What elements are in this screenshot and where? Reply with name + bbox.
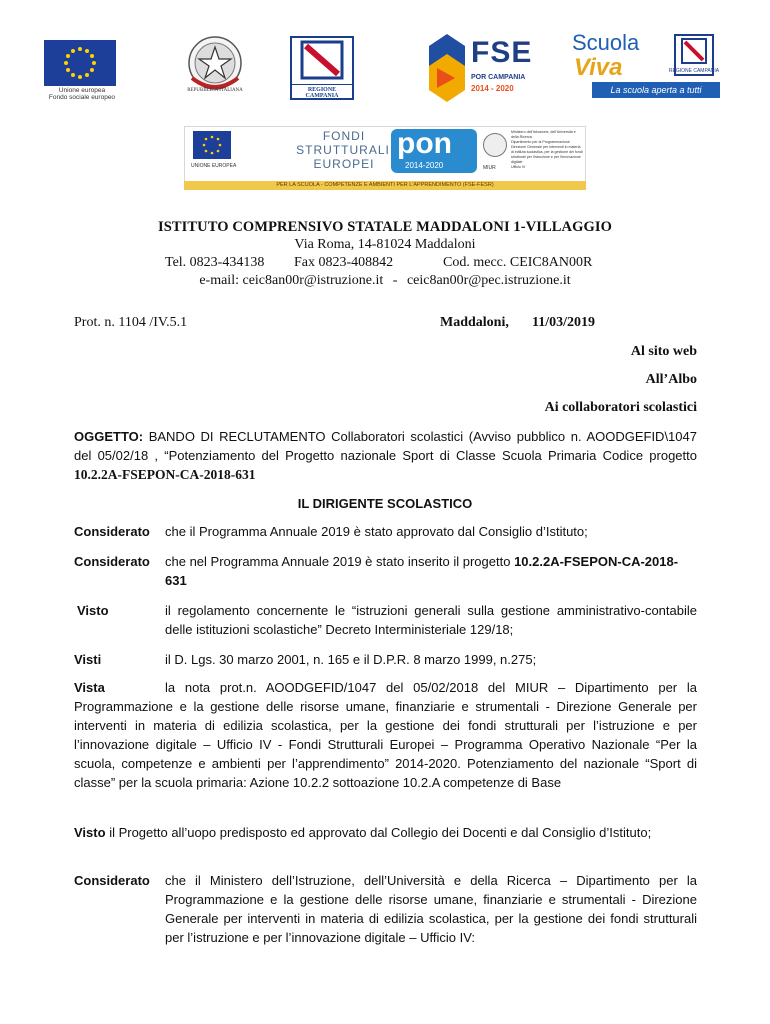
protocol-number: Prot. n. 1104 /IV.5.1: [74, 315, 188, 330]
school-name: ISTITUTO COMPRENSIVO STATALE MADDALONI 1-VILLAGGIO: [157, 219, 612, 235]
email-line: [0, 272, 770, 290]
protocol-place: Maddaloni,: [440, 315, 509, 330]
pon-fondi-3: EUROPEI: [313, 157, 375, 171]
regione-campania-logo: [290, 36, 354, 100]
subject-code: 10.2.2A-FSEPON-CA-2018-631: [74, 467, 256, 482]
section-title: IL DIRIGENTE SCOLASTICO: [297, 496, 473, 511]
email-separator: -: [392, 273, 398, 288]
fse-por-campania-logo: [427, 32, 531, 104]
subject-text: BANDO DI RECLUTAMENTO Collaboratori scolastici (Avviso pubblico n. AOODGEFID\1047 del 05/02/18 , “Potenziamento del Progetto nazionale Sport di Classe Scuola Primaria Codice progetto: [74, 429, 697, 463]
emblem-ring-text: REPUBBLICA ITALIANA: [187, 88, 243, 93]
pon-years: 2014-2020: [405, 161, 444, 170]
campania-label: REGIONE CAMPANIA: [292, 84, 352, 99]
eu-stars-icon: [193, 131, 231, 159]
recipient-albo: All’Albo: [645, 372, 697, 387]
eu-caption: Unione europea Fondo sociale europeo: [48, 87, 116, 101]
clause-2-label: Considerato: [74, 554, 150, 569]
clause-5-label: Vista: [74, 680, 105, 695]
clause-1-text: che il Programma Annuale 2019 è stato approvato dal Consiglio d’Istituto;: [165, 524, 588, 539]
pon-subtitle: PER LA SCUOLA - COMPETENZE E AMBIENTI PER L'APPRENDIMENTO (FSE-FESR): [184, 181, 586, 190]
miur-label: MIUR: [483, 165, 496, 171]
clause-3-text: il regolamento concernente le “istruzioni generali sulla gestione amministrativo-contabile delle istituzioni scolastiche” Decreto Interministeriale 129/18;: [165, 603, 697, 637]
miur-text: Ministero dell'Istruzione, dell'Università e della Ricerca Dipartimento per la Programmazione Direzione Generale per interventi in materia di edilizia scolastica, per la gestione dei fondi strutturali per l'istruzione e per l'innovazione digitale Ufficio IV: [511, 130, 583, 169]
pon-mark: [391, 129, 477, 173]
scuola-viva-logo: [570, 30, 722, 100]
clause-5-text: la nota prot.n. AOODGEFID/1047 del 05/02/2018 del MIUR – Dipartimento per la Programmazione e la gestione delle risorse umane, finanziarie e strumentali - Direzione Generale per interventi in materia di edilizia scolastica, per la gestione dei fondi strutturali per l’istruzione e per l’innovazione digitale – Ufficio IV - Fondi Strutturali Europei – Programma Operativo Nazionale “Per la scuola, competenze e ambienti per l’apprendimento” 2014-2020. Potenziamento del nazionale “Sport di classe” per la scuola primaria: Azione 10.2.2 sottoazione 10.2.A competenze di Base: [74, 680, 697, 790]
eu-flag-logo: [44, 40, 116, 86]
school-code: Cod. mecc. CEIC8AN00R: [443, 255, 593, 270]
eu-stars-icon: [44, 40, 116, 86]
clause-7-text: che il Ministero dell’Istruzione, dell’Università e della Ricerca – Dipartimento per la Programmazione e la gestione delle risorse umane, finanziarie e strumentali - Direzione Generale per interventi in materia di edilizia scolastica, per la gestione dei fondi strutturali per l’istruzione e per l’innovazione digitale – Ufficio IV:: [165, 873, 697, 945]
pon-word: pon: [397, 127, 452, 160]
clause-1-label: Considerato: [74, 524, 150, 539]
recipient-collaboratori: Ai collaboratori scolastici: [544, 400, 697, 415]
pon-eu-label: UNIONE EUROPEA: [191, 163, 237, 169]
clause-2-body: che nel Programma Annuale 2019 è stato inserito il progetto: [165, 554, 511, 569]
recipient-sito: Al sito web: [630, 344, 697, 359]
scuola-tagline: La scuola aperta a tutti: [592, 82, 720, 98]
clause-4-label: Visti: [74, 652, 102, 667]
miur-emblem: [483, 133, 507, 157]
campania-crest-icon: [676, 36, 712, 66]
clause-4-text: il D. Lgs. 30 marzo 2001, n. 165 e il D.P.R. 8 marzo 1999, n.275;: [165, 652, 537, 667]
clause-3-label: Visto: [77, 603, 109, 618]
clause-6: [74, 823, 697, 842]
scuola-word: Scuola: [572, 30, 640, 55]
subject-label: OGGETTO:: [74, 429, 144, 444]
pon-eu-flag: [193, 131, 231, 159]
clause-7-label: Considerato: [74, 873, 150, 888]
pec-email[interactable]: ceic8an00r@pec.istruzione.it: [406, 273, 571, 288]
viva-word: Viva: [574, 54, 623, 81]
pon-fondi-1: FONDI: [322, 129, 366, 143]
protocol-date: 11/03/2019: [532, 315, 596, 330]
fse-region: POR CAMPANIA: [471, 74, 526, 81]
campania-crest-icon: [292, 38, 352, 82]
clause-2-code: 10.2.2A-FSEPON-CA-2018-631: [165, 554, 679, 588]
phone: Tel. 0823-434138: [165, 255, 265, 270]
clause-6-text: il Progetto all’uopo predisposto ed approvato dal Collegio dei Docenti e dal Consiglio d’Istituto;: [109, 825, 652, 840]
fse-years: 2014 - 2020: [471, 84, 514, 93]
subject-paragraph: [74, 427, 697, 484]
school-address: Via Roma, 14-81024 Maddaloni: [294, 237, 476, 252]
scuola-regione: REGIONE CAMPANIA: [668, 68, 720, 74]
clause-5: [74, 678, 697, 792]
pon-fondi-2: STRUTTURALI: [296, 143, 390, 157]
fax: Fax 0823-408842: [294, 255, 394, 270]
fse-shapes-icon: [427, 32, 467, 104]
email[interactable]: e-mail: ceic8an00r@istruzione.it: [199, 273, 384, 288]
pon-banner: [184, 126, 586, 188]
italian-republic-emblem: [182, 34, 248, 96]
fse-text: FSE: [471, 36, 533, 69]
clause-6-label: Visto: [74, 825, 106, 840]
clause-2-text: [165, 552, 697, 590]
